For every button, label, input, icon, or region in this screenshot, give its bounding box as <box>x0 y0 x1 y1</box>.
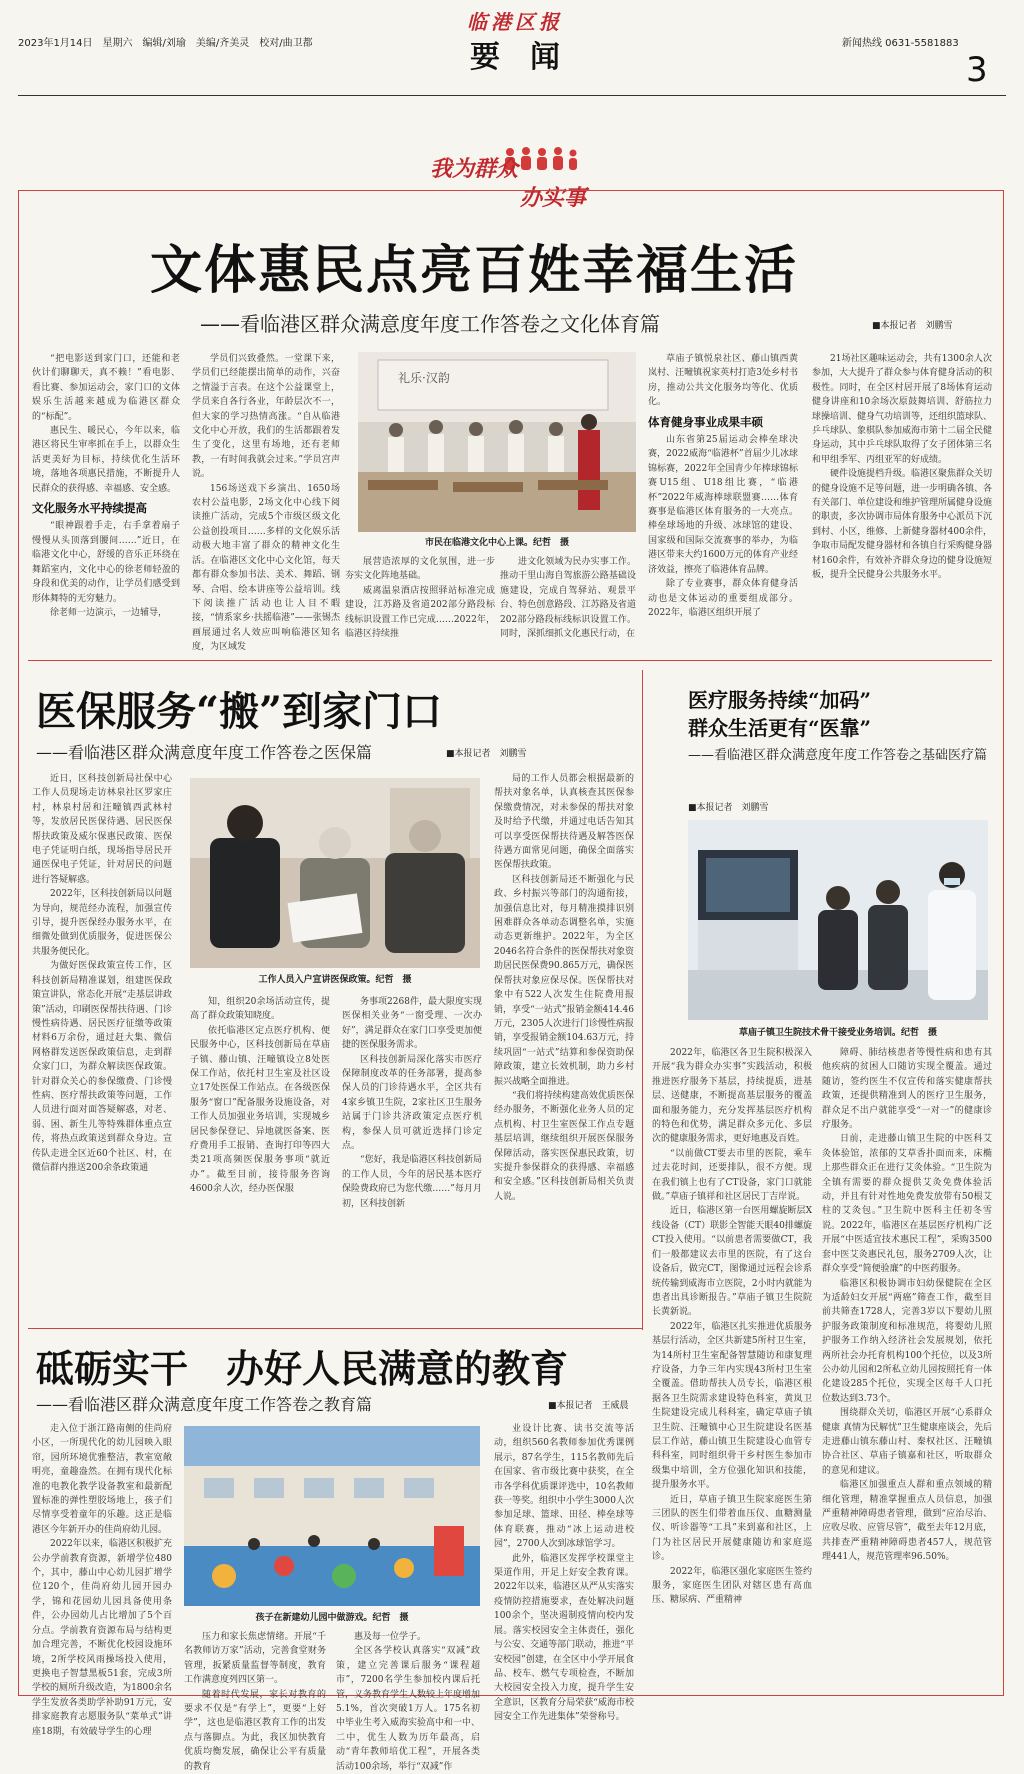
article1-col5: 21场社区趣味运动会，共有1300余人次参加，大大提升了群众参与体育健身活动的积极性。同时，在全区村居开展了8场体育运动健身讲座和10余场次原鼓舞培训、舒筋拉力球操培训、健身气功培训等，还组织篮球队、乒乓球队、象棋队参加威海市第十二届全民健身运动，其中乒乓球队取得了女子团体第三名和甲组季军、丙组亚军的好成绩。 硬件设施提档升级。临港区聚焦群众关切的健身设施不足等问题，进一步明确各镇、各有关部门、单位建设和维护管理所属健身设施的职责，多次协调市局体育服务中心派员下沉到村、小区，维修、上新健身器材400余件，争取市局配发健身器材和各镇自行采购健身器材160余件，有效补齐群众身边的健身设施短板，提升全民健身公共服务水平。 <box>812 354 993 581</box>
article2-col1: 近日，区科技创新局社保中心工作人员现场走访林泉社区罗家庄村，林泉村居和汪疃镇西武林村等，发放居民医保待遇、居民医保帮扶政策及威尔保惠民政策、医保电子凭证明白纸，现场指导居民开通医保电子凭证，针对居民的问题进行答疑解惑。 2022年，区科技创新局以问题为导向，规范经办流程，加强宣传引导，提升医保经办服务水平，在细微处做到优质服务，促进医保公共服务便民化。 为做好医保政策宣传工作，区科技创新局精准谋划，组建医保政策宣讲队，常态化开展“走基层讲政策”活动，印刷医保帮扶待遇、门诊慢性病待遇、居民医疗征缴等政策材料6万余份，通过赶大集、微信网格群发送医保政策信息，走到群众家门口，为群众解读医保政策。针对群众关心的参保缴费、门诊慢性病、医疗帮扶政策等问题，工作人员进行面对面答疑解惑，对老、弱、困、新生儿等特殊群体重点宣传，将热点政策送到群众身边。宣传队走进全区近60个社区、村，在微信群内推送200余条政策通 <box>32 774 172 1173</box>
article1-col1: “把电影送到家门口，还能和老伙计们聊聊天，真不赖！”看电影、看比赛、参加运动会，家门口的文体娱乐生活越来越成为临港区群众的“标配”。 惠民生、暖民心，今年以来，临港区将民生审率抓在手上，以群众生活更美好为目标，持续优化生活环境，落地各项惠民措施，不断提升人民群众的获得感、幸福感、安全感。 文化服务水平持续提高 “眼神跟着手走，右手拿着扇子慢慢从头顶落到腰间……”近日，在临港文化中心，舒缓的音乐正环绕在舞蹈室内，文化中心的徐老师轻盈的身段和优美的动作，让学员们感受到形体舞特的无穷魅力。 徐老师一边演示，一边辅导， <box>32 354 180 618</box>
article2-title: 医保服务“搬”到家门口 <box>36 688 443 735</box>
article4-col3b: 惠及每一位学子。 全区各学校认真落实“双减”政策，建立完善课后服务“课程超市”，7200名学生参加校内课后托管，义务教育学生人数较上年度增加5.1%，首次突破1万人。175名初中毕业生考入威海实验高中和一中、二中，优生人数为历年最高，启动“青年教师培优工程”，开展各类活动100余场，举行“双减”作 <box>336 1632 481 1772</box>
article2-byline: ■本报记者 刘鹏雪 <box>446 749 527 759</box>
header-rule <box>18 95 1006 96</box>
article1-heading-culture: 文化服务水平持续提高 <box>32 501 147 516</box>
article4-col2b: 压力和家长焦虑情绪。开展“千名教师访万家”活动，完善食堂财务管理，扳紧质量监督等制度，教育工作满意度列四区第一。 随着时代发展，家长对教育的要求不仅是“有学上”，更要“上好学”，这也是临港区教育工作的出发点与落脚点。为此，我区加快教育优质均衡发展，确保让公平有质量的教育 <box>184 1632 326 1772</box>
article2-col4: 局的工作人员都会根据最新的帮扶对象名单，认真核查其医保参保缴费情况，对未参保的帮扶对象及时给予代缴，并通过电话告知其可以享受医保帮扶待遇及解答医保待遇方面常见问题，确保全面落实医保帮扶政策。 区科技创新局还不断强化与民政、乡村振兴等部门的沟通衔接，加强信息比对，每月精准摸排识别困难群众各单动态调整名单，实施动态更新维护。2022年，为全区2046名符合条件的医保帮扶对象资助居民医保费90.865万元，确保医保帮扶对象应保尽保。医保帮扶对象中有522人次发生住院费用报销，享受“一站式”报销金额414.46万元，2305人次进行门诊慢性病报销，享受报销金额104.63万元，持续巩固“一站式”结算和参保资助保障政策，建立长效机制，助力乡村振兴战略全面推进。 “我们将持续构建高效优质医保经办服务，不断强化业务人员的定点机构、村卫生室医保工作点专题基层培训，继续组织开展医保服务保障活动，落实医保惠民政策，切实提升参保群众的获得感、幸福感和安全感。”区科技创新局相关负责人说。 <box>494 774 634 1202</box>
article2-col2b: 知，组织20余场活动宣传，提高了群众政策知晓度。 依托临港区定点医疗机构、便民服务中心，区科技创新局在草庙子镇、藤山镇、汪疃镇设立8处医保工作站，依托村卫生室及社区设立17处医保工作站点。在各级医保服务“窗口”配备服务设施设备，对工作人员加强业务培训，实现城乡居民参保登记、异地就医备案、医疗费用手工报销、查询打印等四大类21项高频医保服务事项“就近办”。截至目前，接待服务咨询4600余人次，经办医保服 <box>190 997 330 1195</box>
article4-photo <box>184 1426 480 1606</box>
article4-byline: ■本报记者 王威晨 <box>548 1401 629 1411</box>
article1-subtitle: ——看临港区群众满意度年度工作答卷之文化体育篇 <box>200 312 660 336</box>
article4-col4: 业设计比赛、读书交流等活动，组织560名教师参加优秀课例展示，87名学生，115名教师先后在国家、省市级比赛中获奖，在全市各学科优质课评选中，10名教师获一等奖。组织中小学生3000人次参加足球、篮球、田径、棒垒球等体育联赛，推动“冰上运动进校园”，2700人次到冰球馆学习。 此外，临港区发挥学校课堂主渠道作用，开足上好安全教育课。2022年以来，临港区从严从实落实疫情防控措施要求，查处解决问题100余个，坚决遏制疫情向校内发展。落实校园安全主体责任，强化与公安、交通等部门联动，推进“平安校园”创建，在全区中小学开展食品、校车、燃气专项检查，不断加大校园安全投入力度，提升学生安全意识，区教育分局荣获“威海市校园安全工作先进集体”荣誉称号。 <box>494 1424 634 1723</box>
issue-meta: 2023年1月14日 星期六 编辑/刘瑜 美编/齐美灵 校对/曲卫都 <box>18 38 313 49</box>
article1-col3b: 进文化领域为民办实事工作。推动干里山海自驾旅游公路基础设施建设，完成自驾驿站、观景平台、特色创意路段、江苏路及省道202部分路段标线标识设置工作。同时，深抓细抓文化惠民行动，在 <box>500 557 636 640</box>
divider-a2-a4 <box>28 1328 642 1329</box>
banner-line1: 我为群众 <box>430 156 519 182</box>
article1-title: 文体惠民点亮百姓幸福生活 <box>150 240 799 301</box>
article1-col2b: 展营造浓厚的文化氛围，进一步夯实文化阵地基础。 威离温泉酒店按照驿站标准完成建设，江苏路及省道202部分路段标线标识设置工作已完成……2022年，临港区持续推 <box>345 557 495 640</box>
article2-photo-caption: 工作人员入户宣讲医保政策。纪哲 摄 <box>258 975 412 985</box>
article1-col4: 草庙子镇悦泉社区、藤山镇西黄岚村、汪疃镇祝家英村打造3处乡村书房，推动公共文化服务均等化、优质化。 体育健身事业成果丰硕 山东省第25届运动会棒垒球决赛，2022威海“临港杯”首届少儿冰球锦标赛，2022年全国青少年棒球锦标赛U15组、U18组比赛，“临港杯”2022年威海棒球联盟赛……体育赛事是临港区体育服务的一大亮点。棒垒球场地的升级、冰球馆的建设、国家级和国际交流赛事的举办，为临港区带来大约1600万元的体育产业经济效益，擦亮了临港体育品牌。 除了专业赛事，群众体育健身活动也是文体运动的重要组成部分。2022年，临港区组织开展了 <box>648 354 798 618</box>
article3-col1: 2022年，临港区各卫生院积极深入开展“我为群众办实事”实践活动，积极推进医疗服务下基层，持续提质，进基层、送健康，不断提高基层服务的覆盖面和服务能力，充分发挥基层医疗机构的特色和优势，满足群众多元化、多层次的健康服务需求，更好地惠及百姓。 “以前做CT要去市里的医院，乘车过去花时间，还要排队，很不方便。现在我们镇上也有了CT设备，家门口就能做。”草庙子镇祥和社区居民丁吉岸说。 近日，临港区第一台医用螺旋断层X线设备（CT）联影全智能天眼40排螺旋CT投入使用。“以前患者需要做CT，我们一般都建议去市里的医院，有了这台设备后，做完CT，图像通过远程会诊系统传输到威海市立医院，2小时内就能为患者出具诊断报告。”草庙子镇卫生院院长黄新说。 2022年，临港区扎实推进优质服务基层行活动，全区共新建5所村卫生室，为14所村卫生室配备智慧随访和康复理疗设备，力争三年内实现43所村卫生室全覆盖。借助帮扶人员专长，临港区根据各卫生院需求建设特色科室，黄岚卫生院建设完成儿科科室，确定草庙子镇卫生院、汪疃镇中心卫生院建设名医基层工作站，藤山镇卫生院建设心血管专科科室，同时组织骨干乡村医生参加市级集中培训，全方位强化知识和技能，提升服务水平。 近日，草庙子镇卫生院家庭医生第三团队的医生们带着血压仪、血糖测量仪、听诊器等“工具”来到嘉和社区，上门为社区居民开展健康随访和家庭巡诊。 2022年，临港区强化家庭医生签约服务，家庭医生团队对辖区患有高血压、糖尿病、严重精神 <box>652 1048 812 1606</box>
divider-a2-a3 <box>642 670 643 1330</box>
article3-byline: ■本报记者 刘鹏雪 <box>688 803 769 813</box>
article1-col2: 学员们兴致叠然。一堂课下来，学员们已经能摆出简单的动作，兴奋之情溢于言表。在这个公益课堂上，学员来自各行各业，年龄层次不一，但大家的学习热情高涨。“自从临港文化中心开放，我们的生活都跟着发生了变化，这里有场地，还有老师教，一有时间我就会过来。”学员宫声说。 156场送戏下乡演出、1650场农村公益电影，2场文化中心线下阅读推广活动，完成5个市级区级文化公益创投项目……多样的文化娱乐活动极大地丰富了群众的精神文化生活。在临港区文化中心文化馆，每天都有群众参加书法、美术、舞蹈、钢琴、合唱、绘本讲座等公益培训。线下阅读推广活动也让人目不暇接，“情系家乡·扶摇临港”——张锡杰画展通过名人效应叫响临港区知名度，为区域发 <box>192 354 340 653</box>
article1-byline: ■本报记者 刘鹏雪 <box>872 321 953 331</box>
article2-photo <box>190 778 480 968</box>
article4-photo-caption: 孩子在新建幼儿园中做游戏。纪哲 摄 <box>255 1613 409 1623</box>
article3-photo <box>688 820 988 1020</box>
banner-line2: 办实事 <box>520 185 587 211</box>
article3-photo-caption: 草庙子镇卫生院技术骨干接受业务培训。纪哲 摄 <box>738 1028 937 1038</box>
article3-subtitle: ——看临港区群众满意度年度工作答卷之基础医疗篇 <box>688 748 988 763</box>
article1-photo-caption: 市民在临港文化中心上课。纪哲 摄 <box>424 538 569 548</box>
article3-col2: 障碍、肺结核患者等慢性病和患有其他疾病的贫困人口随访实现全覆盖。通过随访，签约医生不仅宣传和落实健康帮扶政策，还提供精准到人的医疗卫生服务，群众足不出户就能享受“一对一”的健康诊疗服务。 日前，走进藤山镇卫生院的中医科艾灸体验馆，浓郁的艾草香扑面而来，床椭上那些群众正在进行艾灸体验。“卫生院为全镇有需要的群众提供艾灸免费体验活动，并且有针对性地免费发放带有50根艾柱的艾灸包。”卫生院中医科主任初冬雪说。2022年，临港区在基层医疗机构广泛开展“中医适宜技术惠民工程”，采购3500套中医艾灸惠民礼包，服务2709人次，让群众享受“简便验廉”的中医药服务。 临港区积极协调市妇幼保健院在全区为适龄妇女开展“两癌”筛查工作，截至目前共筛查1728人，完善3岁以下婴幼儿照护服务政策制度和标准规范，将婴幼儿照护服务工作纳入经济社会发展规划，依托两所社会办托育机构100个托位，以及3所公办幼儿园和2所私立幼儿园按照托育一体化建设285个托位，实现全区每千人口托位数达到3.73个。 围绕群众关切，临港区开展“心系群众健康 真情为民解忧”卫生健康座谈会，先后走进藤山镇东藤山村、秦权社区、汪疃镇协合社区、草庙子镇嘉和社区，听取群众的意见和建议。 临港区加强重点人群和重点领域的精细化管理，精准掌握重点人员信息，加强严重精神障碍患者管理，做到“应治尽治、应收尽收、应管尽管”，截至去年12月底，共排查严重精神障碍患者457人，规范管理441人，规范管理率96.50%。 <box>822 1048 992 1563</box>
article4-subtitle: ——看临港区群众满意度年度工作答卷之教育篇 <box>36 1395 373 1414</box>
article4-col1: 走入位于浙江路南侧的佳尚府小区，一所现代化的幼儿园映入眼帘，园所环境优雅整洁，教室宽敞明亮，童趣盎然。在拥有现代化标准的电教化教学设备教室和最新配置标准的弹性塑胶场地上，孩子们尽情享受着童年的乐趣。这正是临港区今年新开办的佳尚府幼儿园。 2022年以来，临港区积极扩充公办学前教育资源，新增学位480个，其中，藤山中心幼儿园扩增学位120个，佳尚府幼儿园开园办学，锦和花园幼儿园具备使用条件，公办园幼儿占比增加了5个百分点。学前教育资源布局与结构更加合理完善，不断优化校园设施环境，2所学校风雨操场投入使用，更换电子智慧黑板51套，完成3所学校的厕所升级改造，为1800余名学生发放各类助学补助91万元，安排家庭教育志愿服务队“菜单式”讲座18期，有效破导学生的心理 <box>32 1424 172 1737</box>
article4-title: 砥砺实干 办好人民满意的教育 <box>36 1346 569 1391</box>
news-hotline: 新闻热线 0631-5581883 <box>842 38 959 49</box>
article2-subtitle: ——看临港区群众满意度年度工作答卷之医保篇 <box>36 743 373 762</box>
article1-heading-sports: 体育健身事业成果丰硕 <box>648 414 763 429</box>
section-title: 要 闻 <box>470 40 560 75</box>
divider-a1 <box>28 660 992 661</box>
svg-text:礼乐·汉韵: 礼乐·汉韵 <box>398 371 450 385</box>
page-number: 3 <box>966 50 988 90</box>
article3-title-line1: 医疗服务持续“加码” <box>688 688 872 712</box>
article1-photo <box>358 352 636 532</box>
paper-logo: 临港区报 <box>467 10 563 34</box>
article2-col3b: 务事项2268件，最大限度实现医保相关业务“一窗受理、一次办好”，满足群众在家门口享受更加便捷的医保服务需求。 区科技创新局深化落实市医疗保障制度改革的任务部署，提高参保人员的门诊待遇水平，全区共有4家乡镇卫生院，2家社区卫生服务站属于门诊共济政策定点医疗机构，参保人员可就近选择门诊定点。 “您好，我是临港区科技创新局的工作人员，今年的居民基本医疗保险费政府已为您代缴……”每月月初，区科技创新 <box>342 997 482 1209</box>
article3-title-line2: 群众生活更有“医靠” <box>688 716 872 740</box>
